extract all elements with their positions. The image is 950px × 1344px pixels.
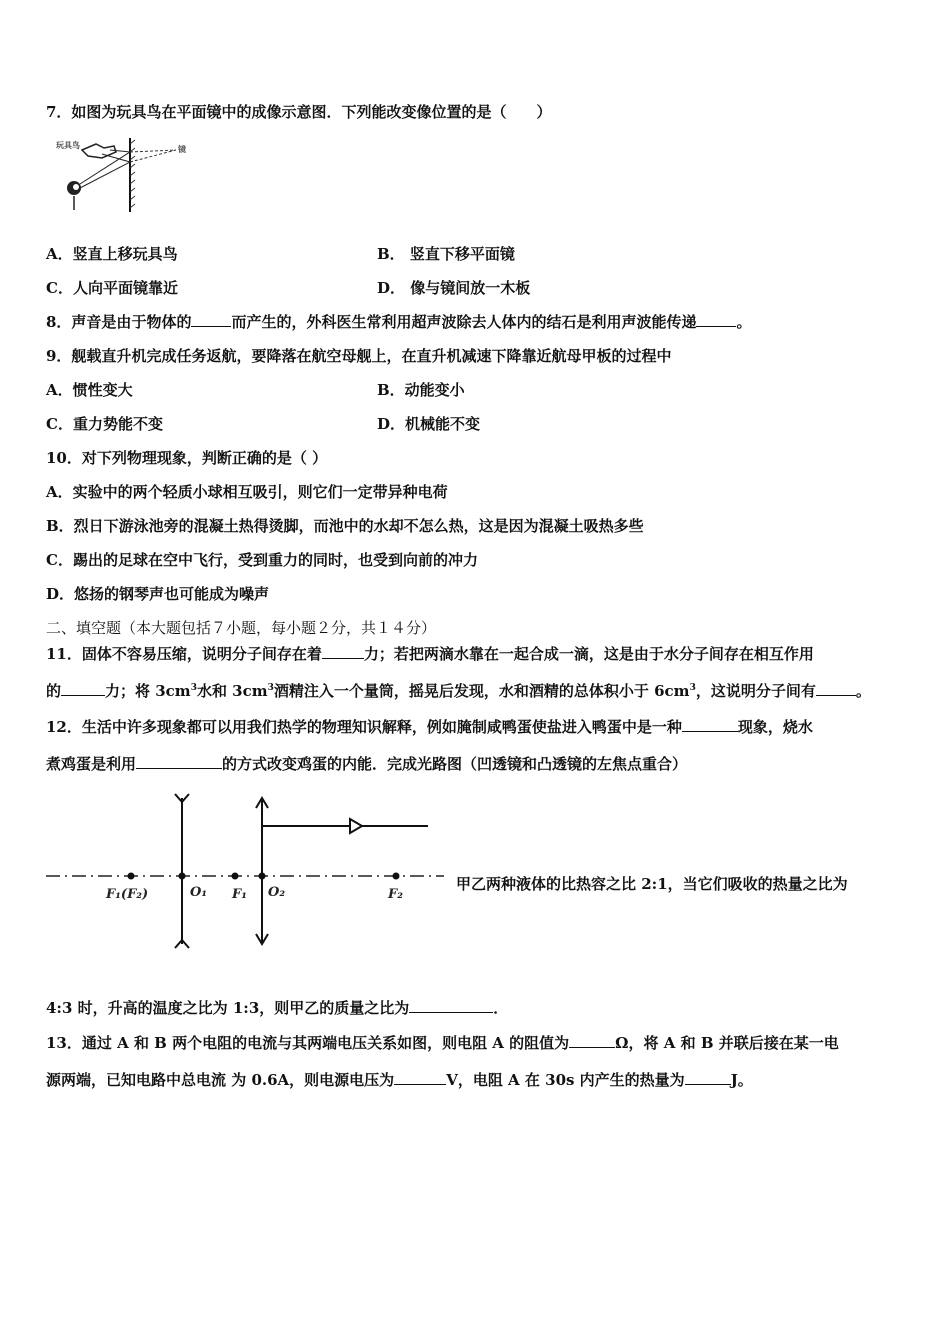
q13-line1 (46, 1033, 839, 1053)
q11-line1-b: 力；若把两滴水靠在一起合成一滴，这是由于水分子间存在相互作用 (363, 645, 814, 663)
q9-option-c: C．重力势能不变 (46, 415, 163, 433)
q10-option-a: A．实验中的两个轻质小球相互吸引，则它们一定带异种电荷 (46, 483, 448, 501)
q13-blank-2[interactable] (394, 1070, 446, 1085)
q11-line1 (46, 644, 814, 664)
q11-line1-a: 11．固体不容易压缩，说明分子间存在着 (46, 645, 322, 663)
q12-blank-2[interactable] (136, 754, 222, 769)
q12-line2 (46, 754, 687, 774)
q12-side-text: 甲乙两种液体的比热容之比 2:1，当它们吸收的热量之比为 (456, 875, 848, 893)
q12-line2-a: 煮鸡蛋是利用 (46, 755, 137, 773)
q11-sup-3: 3 (689, 683, 696, 693)
toy-bird-icon (82, 144, 116, 158)
q7-option-c: C．人向平面镜靠近 (46, 279, 178, 297)
q8-blank-1[interactable] (191, 312, 231, 327)
q12-line1-b: 现象，烧水 (737, 718, 813, 736)
q12-blank-1[interactable] (682, 717, 738, 732)
q11-blank-3[interactable] (816, 681, 856, 696)
q11-line2-b: 力；将 3cm (105, 682, 191, 700)
q10-option-b: B．烈日下游泳池旁的混凝土热得烫脚，而池中的水却不怎么热，这是因为混凝土吸热多些 (46, 517, 644, 535)
q12-line2-b: 的方式改变鸡蛋的内能．完成光路图（凹透镜和凸透镜的左焦点重合） (222, 755, 688, 773)
q12-line3-a: 4:3 时，升高的温度之比为 1:3，则甲乙的质量之比为 (46, 999, 410, 1017)
q13-blank-1[interactable] (569, 1033, 615, 1048)
q8-part2: 而产生的，外科医生常利用超声波除去人体内的结石是利用声波能传递 (231, 313, 697, 331)
q9-stem: 9．舰载直升机完成任务返航，要降落在航空母舰上，在直升机减速下降靠近航母甲板的过程中 (46, 347, 672, 365)
section2-title: 二、填空题（本大题包括７小题，每小题２分，共１４分） (46, 619, 437, 637)
point-f2 (393, 873, 400, 880)
q12-lens-figure (44, 792, 448, 950)
q13-line2-b: V，电阻 A 在 30s 内产生的热量为 (446, 1071, 685, 1089)
q11-sup-2: 3 (267, 683, 274, 693)
q11-line2-d: 酒精注入一个量筒，摇晃后发现，水和酒精的总体积小于 6cm (273, 682, 690, 700)
q11-line2-f: 。 (855, 682, 871, 700)
label-o1: O₁ (190, 885, 208, 900)
q11-line2 (46, 681, 871, 701)
label-o2: O₂ (268, 885, 286, 900)
q11-line2-e: ，这说明分子间有 (695, 682, 816, 700)
q13-line2-a: 源两端，已知电路中总电流 为 0.6A，则电源电压为 (46, 1071, 395, 1089)
q13-line1-a: 13．通过 A 和 B 两个电阻的电流与其两端电压关系如图，则电阻 A 的阻值为 (46, 1034, 570, 1052)
label-f2: F₂ (388, 887, 403, 902)
q7-mirror-figure (44, 136, 194, 216)
q12-line1-a: 12．生活中许多现象都可以用我们热学的物理知识解释，例如腌制咸鸭蛋使盐进入鸭蛋中是一种 (46, 718, 682, 736)
q8-blank-2[interactable] (696, 312, 736, 327)
q7-stem: 7．如图为玩具鸟在平面镜中的成像示意图．下列能改变像位置的是（ ） (46, 103, 552, 121)
q9-option-b: B．动能变小 (377, 381, 465, 399)
q8-part1: 8．声音是由于物体的 (46, 313, 192, 331)
q12-blank-3[interactable] (409, 998, 493, 1013)
q11-blank-2[interactable] (61, 681, 105, 696)
q10-stem: 10．对下列物理现象，判断正确的是（ ） (46, 449, 328, 467)
point-o1 (179, 873, 186, 880)
q12-line3 (46, 998, 508, 1018)
q13-blank-3[interactable] (685, 1070, 731, 1085)
q7-option-a: A．竖直上移玩具鸟 (46, 245, 178, 263)
q12-line3-b: ． (493, 999, 509, 1017)
q11-blank-1[interactable] (322, 644, 364, 659)
q8-part3: 。 (736, 313, 752, 331)
q13-line2 (46, 1070, 753, 1090)
q7-option-d: D． 像与镜间放一木板 (377, 279, 531, 297)
q9-option-d: D．机械能不变 (377, 415, 481, 433)
q13-line2-c: J。 (730, 1071, 753, 1089)
q13-line1-b: Ω，将 A 和 B 并联后接在某一电 (615, 1034, 839, 1052)
point-o2 (259, 873, 266, 880)
label-f1: F₁ (232, 887, 247, 902)
q11-line2-c: 水和 3cm (196, 682, 268, 700)
q12-line1 (46, 717, 813, 737)
q9-option-a: A．惯性变大 (46, 381, 133, 399)
q7-option-b: B． 竖直下移平面镜 (377, 245, 515, 263)
ray-arrow-icon (350, 819, 362, 833)
q7-fig-bird-label: 玩具鸟 (56, 141, 80, 150)
q10-option-c: C．踢出的足球在空中飞行，受到重力的同时，也受到向前的冲力 (46, 551, 478, 569)
q10-option-d: D．悠扬的钢琴声也可能成为噪声 (46, 585, 270, 603)
q11-sup-1: 3 (190, 683, 197, 693)
q7-fig-mirror-label: 镜 (178, 145, 186, 154)
q11-line2-a: 的 (46, 682, 62, 700)
q8-text (46, 312, 751, 332)
label-f1f2: F₁(F₂) (106, 887, 149, 902)
point-f1 (232, 873, 239, 880)
point-f1f2 (128, 873, 135, 880)
